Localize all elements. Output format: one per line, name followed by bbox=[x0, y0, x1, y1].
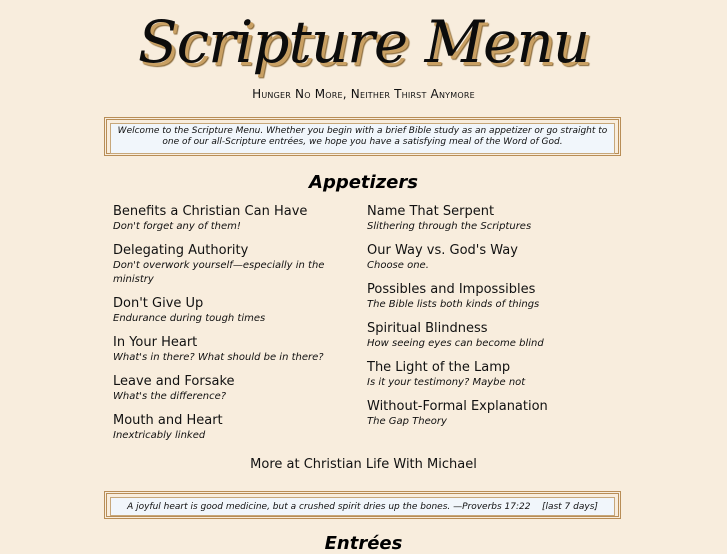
menu-item-link[interactable]: Without-Formal Explanation bbox=[367, 399, 548, 414]
menu-item-link[interactable]: Spiritual Blindness bbox=[367, 321, 488, 336]
list-item bbox=[113, 204, 348, 234]
menu-item-link[interactable]: Possibles and Impossibles bbox=[367, 282, 536, 297]
menu-item-description: How seeing eyes can become blind bbox=[367, 338, 544, 349]
menu-item-link[interactable]: In Your Heart bbox=[113, 335, 198, 350]
menu-item-description: What's in there? What should be in there? bbox=[113, 352, 324, 363]
menu-item-link[interactable]: Delegating Authority bbox=[113, 243, 249, 258]
menu-item-description: Endurance during tough times bbox=[113, 313, 266, 324]
menu-item-description: The Gap Theory bbox=[367, 416, 447, 427]
verse-line bbox=[110, 497, 615, 516]
list-item bbox=[367, 360, 602, 390]
menu-item-link[interactable]: Mouth and Heart bbox=[113, 413, 223, 428]
more-appetizers-link[interactable]: More at Christian Life With Michael bbox=[250, 457, 477, 472]
menu-item-link[interactable]: The Light of the Lamp bbox=[367, 360, 511, 375]
entrees-heading: Entrées bbox=[324, 533, 403, 554]
list-item bbox=[367, 204, 602, 234]
list-item bbox=[367, 321, 602, 351]
menu-item-link[interactable]: Our Way vs. God's Way bbox=[367, 243, 518, 258]
list-item bbox=[113, 296, 348, 326]
appetizers-right-column bbox=[367, 204, 602, 438]
welcome-box bbox=[104, 117, 621, 156]
menu-item-description: Inextricably linked bbox=[113, 430, 206, 441]
menu-item-description: Choose one. bbox=[367, 260, 429, 271]
verse-box bbox=[104, 491, 621, 519]
list-item bbox=[367, 243, 602, 273]
site-tagline: Hunger No More, Neither Thirst Anymore bbox=[252, 87, 475, 101]
menu-item-link[interactable]: Name That Serpent bbox=[367, 204, 495, 219]
welcome-text: Welcome to the Scripture Menu. Whether you begin with a brief Bible study as an appetizer or go straight to one of our all-Scripture entrées, we hope you have a satisfying meal of the Word of God. bbox=[110, 123, 615, 154]
site-logo[interactable]: Scripture Menu bbox=[137, 8, 590, 76]
verse-text: A joyful heart is good medicine, but a crushed spirit dries up the bones. —Proverbs 17:22 bbox=[127, 502, 531, 512]
list-item bbox=[113, 335, 348, 365]
menu-item-description: Slithering through the Scriptures bbox=[367, 221, 532, 232]
menu-item-link[interactable]: Don't Give Up bbox=[113, 296, 204, 311]
list-item bbox=[367, 399, 602, 429]
appetizers-left-column bbox=[113, 204, 348, 452]
menu-item-description: The Bible lists both kinds of things bbox=[367, 299, 540, 310]
menu-item-link[interactable]: Leave and Forsake bbox=[113, 374, 235, 389]
list-item bbox=[113, 243, 348, 287]
menu-item-description: What's the difference? bbox=[113, 391, 227, 402]
list-item bbox=[367, 282, 602, 312]
menu-item-description: Don't forget any of them! bbox=[113, 221, 241, 232]
menu-item-description: Don't overwork yourself—especially in the ministry bbox=[113, 260, 325, 285]
menu-item-description: Is it your testimony? Maybe not bbox=[367, 377, 526, 388]
menu-item-link[interactable]: Benefits a Christian Can Have bbox=[113, 204, 308, 219]
list-item bbox=[113, 374, 348, 404]
last-7-days-link[interactable]: [last 7 days] bbox=[541, 502, 598, 512]
appetizers-heading: Appetizers bbox=[309, 172, 418, 193]
list-item bbox=[113, 413, 348, 443]
